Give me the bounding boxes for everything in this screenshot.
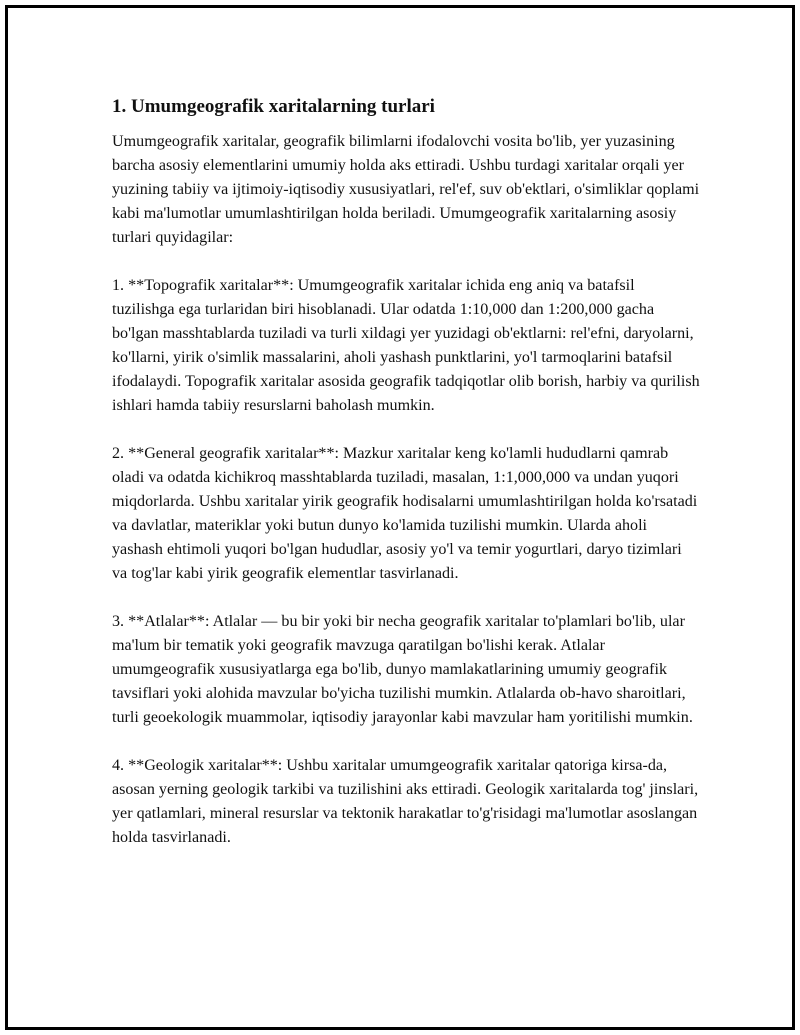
general-geographic-maps-paragraph: 2. **General geografik xaritalar**: Mazkur xaritalar keng ko'lamli hududlarni qamrab oladi va odatda kichikroq masshtablarda tuziladi, masalan, 1:1,000,000 va undan yuqori miqdorlarda. Ushbu xaritalar yirik geografik hodisalarni umumlashtirilgan holda ko'rsatadi va davlatlar, materiklar yoki butun dunyo ko'lamida tuzilishi mumkin. Ularda aholi yashash ehtimoli yuqori bo'lgan hududlar, asosiy yo'l va temir yogurtlari, daryo tizimlari va tog'lar kabi yirik geografik elementlar tasvirlanadi.	[112, 445, 698, 582]
section-title: 1. Umumgeografik xaritalarning turlari	[112, 96, 435, 117]
intro-paragraph: Umumgeografik xaritalar, geografik bilimlarni ifodalovchi vosita bo'lib, yer yuzasining barcha asosiy elementlarini umumiy holda aks ettiradi. Ushbu turdagi xaritalar orqali yer yuzining tabiiy va ijtimoiy-iqtisodiy xususiyatlari, rel'ef, suv ob'ektlari, o'simliklar qoplami kabi ma'lumotlar umumlashtirilgan holda beriladi. Umumgeografik xaritalarning asosiy turlari quyidagilar:	[112, 133, 700, 246]
atlases-paragraph: 3. **Atlalar**: Atlalar — bu bir yoki bir necha geografik xaritalar to'plamlari bo'lib, ular ma'lum bir tematik yoki geografik mavzuga qaratilgan bo'lishi kerak. Atlalar umumgeografik xususiyatlarga ega bo'lib, dunyo mamlakatlarining umumiy geografik tavsiflari yoki alohida mavzular bo'yicha tuzilishi mumkin. Atlalarda ob-havo sharoitlari, turli geoekologik muammolar, iqtisodiy jarayonlar kabi mavzular ham yoritilishi mumkin.	[112, 613, 693, 726]
geological-maps-paragraph: 4. **Geologik xaritalar**: Ushbu xaritalar umumgeografik xaritalar qatoriga kirsa-da, asosan yerning geologik tarkibi va tuzilishini aks ettiradi. Geologik xaritalarda tog' jinslari, yer qatlamlari, mineral resurslar va tektonik harakatlar to'g'risidagi ma'lumotlar asoslangan holda tasvirlanadi.	[112, 757, 699, 846]
topographic-maps-paragraph: 1. **Topografik xaritalar**: Umumgeografik xaritalar ichida eng aniq va batafsil tuzilishga ega turlaridan biri hisoblanadi. Ular odatda 1:10,000 dan 1:200,000 gacha bo'lgan masshtablarda tuziladi va turli xildagi yer yuzidagi ob'ektlarni: rel'efni, daryolarni, ko'llarni, yirik o'simlik massalarini, aholi yashash punktlarini, yo'l tarmoqlarini batafsil ifodalaydi. Topografik xaritalar asosida geografik tadqiqotlar olib borish, harbiy va qurilish ishlari hamda tabiiy resurslarni baholash mumkin.	[112, 277, 700, 414]
document-body	[112, 96, 700, 874]
